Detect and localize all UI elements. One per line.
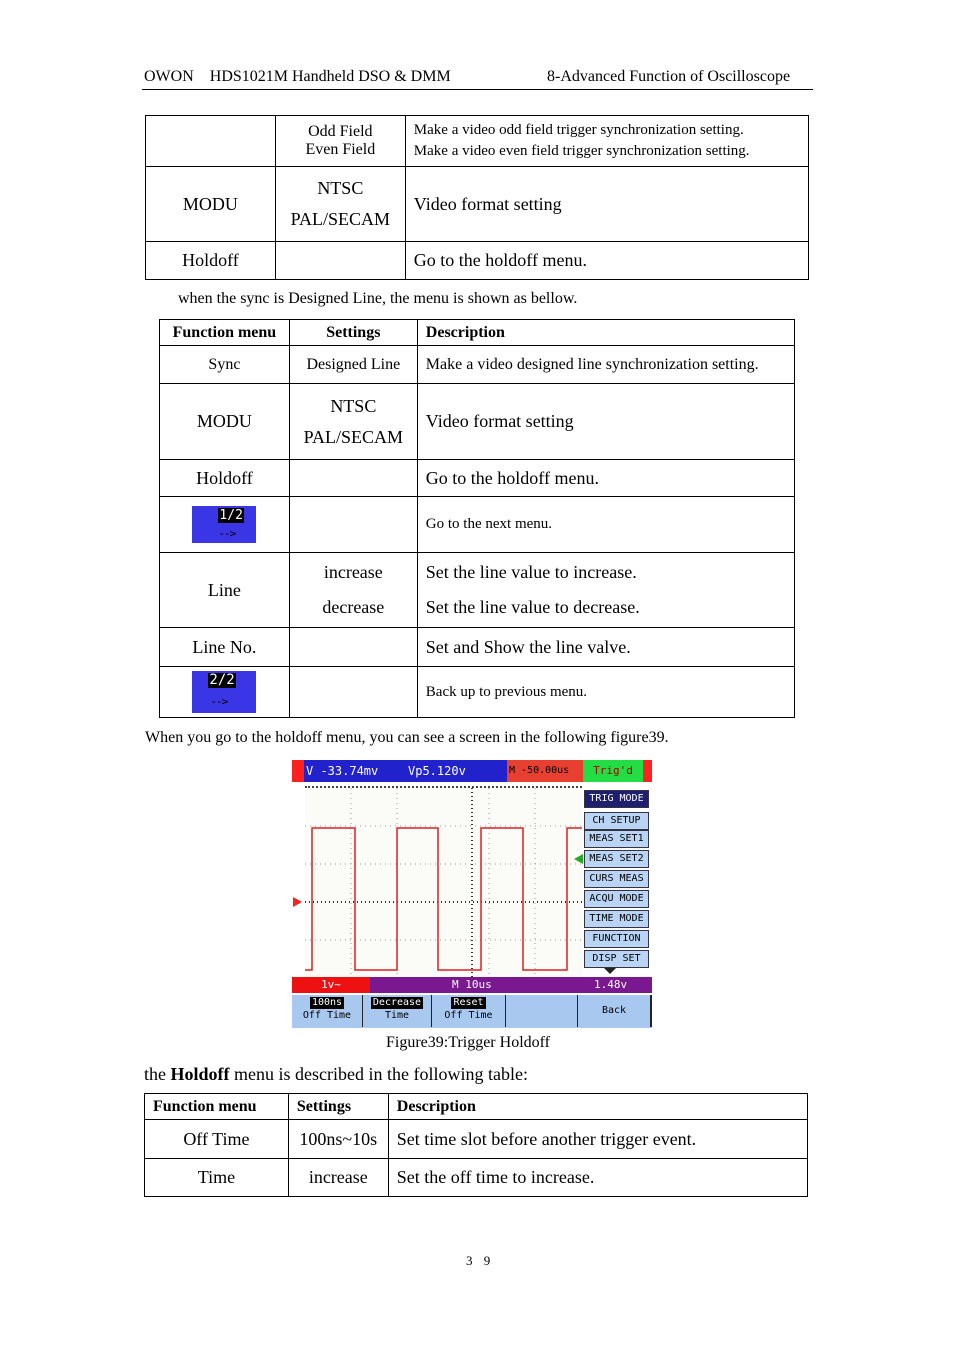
cell-func: Time	[145, 1159, 289, 1197]
scope-trig-status: Trig'd	[583, 760, 643, 782]
cell-settings: 100ns~10s	[288, 1120, 388, 1159]
next-page-button-icon	[192, 506, 256, 543]
cell-func: Holdoff	[160, 460, 290, 497]
scope-top-bar-end	[643, 760, 652, 782]
header-left: OWON HDS1021M Handheld DSO & DMM	[144, 68, 451, 85]
setting-ntsc: NTSC	[330, 395, 377, 416]
desc-increase: Set the line value to increase.	[425, 562, 637, 582]
cell-desc: Set and Show the line valve.	[417, 628, 794, 667]
scope-softkey-bar	[292, 995, 652, 1028]
menu-ch-setup[interactable]: CH SETUP	[584, 812, 649, 830]
scope-v-readout: V -33.74mv	[304, 760, 406, 782]
desc-decrease: Set the line value to decrease.	[425, 597, 640, 617]
cell-func: Line No.	[160, 628, 290, 667]
cell-func	[146, 116, 276, 167]
table-header-row	[160, 320, 795, 346]
table-row	[146, 116, 809, 167]
cell-settings	[289, 497, 417, 553]
menu-acqu-mode[interactable]: ACQU MODE	[584, 890, 649, 908]
softkey-value: Reset	[453, 997, 484, 1008]
cell-func: MODU	[160, 384, 290, 460]
scope-top-bar	[292, 760, 652, 782]
scope-m-readout: M -50.00us	[507, 760, 585, 782]
cell-settings	[289, 667, 417, 718]
cell-desc: Go to the holdoff menu.	[417, 460, 794, 497]
oscilloscope-screenshot	[292, 760, 652, 1028]
table-video-trigger	[145, 115, 809, 280]
cell-settings	[289, 553, 417, 628]
menu-meas-set2[interactable]: MEAS SET2	[584, 850, 649, 868]
softkey-decrease-time[interactable]	[363, 995, 432, 1027]
softkey-reset-off-time[interactable]	[432, 995, 506, 1027]
cell-func	[160, 497, 290, 553]
cell-func: MODU	[146, 167, 276, 242]
grid-lines	[305, 788, 582, 978]
table-row	[160, 460, 795, 497]
channel-scale: 1v~	[292, 977, 370, 993]
softkey-value: Decrease	[372, 997, 422, 1008]
timebase-readout: M 10us	[452, 978, 492, 991]
header-right: 8-Advanced Function of Oscilloscope	[547, 68, 791, 85]
cell-func	[160, 667, 290, 718]
table-row	[160, 667, 795, 718]
menu-scroll-down-icon[interactable]	[604, 968, 616, 974]
paragraph-designed-line: when the sync is Designed Line, the menu is shown as bellow.	[178, 290, 578, 307]
table-row	[160, 628, 795, 667]
menu-time-mode[interactable]: TIME MODE	[584, 910, 649, 928]
page-number: 3 9	[466, 1253, 495, 1268]
col-header-settings: Settings	[289, 320, 417, 346]
scope-waveform	[305, 788, 582, 978]
softkey-label: Back	[601, 1005, 627, 1016]
setting-decrease: decrease	[322, 597, 385, 617]
prev-page-button-icon	[192, 671, 256, 713]
figure-caption: Figure39:Trigger Holdoff	[386, 1034, 550, 1051]
setting-even-field: Even Field	[305, 141, 376, 158]
scope-waveform-grid	[305, 786, 582, 980]
menu-disp-set[interactable]: DISP SET	[584, 950, 649, 968]
cell-desc: Set time slot before another trigger event.	[388, 1120, 807, 1159]
setting-ntsc: NTSC	[317, 178, 364, 198]
cell-desc	[405, 116, 808, 167]
softkey-value: 100ns	[311, 997, 343, 1008]
menu-meas-set1[interactable]: MEAS SET1	[584, 830, 649, 848]
table-row	[145, 1159, 808, 1197]
col-header-function-menu: Function menu	[160, 320, 290, 346]
arrow-right-icon: -->	[210, 695, 228, 708]
table-row	[160, 553, 795, 628]
menu-trig-mode[interactable]: TRIG MODE	[584, 790, 649, 808]
table-header-row	[145, 1094, 808, 1120]
cell-func: Sync	[160, 346, 290, 384]
col-header-settings: Settings	[288, 1094, 388, 1120]
trigger-level-readout: 1.48v	[594, 978, 628, 991]
col-header-description: Description	[417, 320, 794, 346]
cell-func: Holdoff	[146, 242, 276, 280]
battery-icon	[292, 760, 304, 782]
setting-pal-secam: PAL/SECAM	[303, 426, 403, 447]
arrow-right-icon: -->	[218, 527, 236, 540]
setting-odd-field: Odd Field	[308, 123, 373, 140]
scope-bottom-status-bar	[292, 977, 652, 993]
para-pre: the	[144, 1064, 171, 1084]
paragraph-holdoff-intro: When you go to the holdoff menu, you can see a screen in the following figure39.	[145, 729, 669, 746]
desc-odd-field: Make a video odd field trigger synchronization setting.	[413, 122, 744, 138]
softkey-label: Time	[384, 1010, 410, 1021]
trigger-level-marker-icon	[293, 897, 302, 907]
page-indicator: 1/2	[219, 508, 243, 523]
setting-increase: increase	[323, 562, 383, 582]
table-designed-line	[159, 319, 795, 718]
cell-desc: Go to the holdoff menu.	[405, 242, 808, 280]
paragraph-holdoff-menu	[144, 1064, 528, 1085]
header-rule	[142, 89, 813, 90]
cell-settings	[289, 384, 417, 460]
channel-marker-icon	[574, 854, 583, 864]
table-row	[145, 1120, 808, 1159]
cell-settings	[275, 242, 405, 280]
softkey-label: Off Time	[302, 1010, 352, 1021]
menu-curs-meas[interactable]: CURS MEAS	[584, 870, 649, 888]
cell-desc: Video format setting	[417, 384, 794, 460]
cell-settings	[289, 628, 417, 667]
softkey-off-time[interactable]	[292, 995, 363, 1027]
cell-settings	[289, 460, 417, 497]
para-bold-holdoff: Holdoff	[170, 1064, 230, 1084]
waveform-trace	[305, 828, 582, 970]
cell-settings	[275, 167, 405, 242]
cell-settings: increase	[288, 1159, 388, 1197]
cell-desc: Video format setting	[405, 167, 808, 242]
cell-func: Off Time	[145, 1120, 289, 1159]
softkey-back[interactable]	[578, 995, 652, 1027]
cell-settings	[275, 116, 405, 167]
softkey-empty[interactable]	[506, 995, 578, 1027]
cell-func: Line	[160, 553, 290, 628]
desc-even-field: Make a video even field trigger synchronization setting.	[413, 143, 750, 159]
page-indicator: 2/2	[209, 672, 235, 688]
setting-pal-secam: PAL/SECAM	[290, 209, 390, 229]
cell-desc: Make a video designed line synchronization setting.	[417, 346, 794, 384]
menu-function[interactable]: FUNCTION	[584, 930, 649, 948]
cell-desc: Set the off time to increase.	[388, 1159, 807, 1197]
softkey-label: Off Time	[444, 1010, 493, 1021]
table-holdoff-menu	[144, 1093, 808, 1197]
table-row	[160, 497, 795, 553]
table-row	[146, 242, 809, 280]
cell-desc: Back up to previous menu.	[417, 667, 794, 718]
para-post: menu is described in the following table:	[229, 1064, 528, 1084]
table-row	[160, 384, 795, 460]
cell-desc	[417, 553, 794, 628]
col-header-function-menu: Function menu	[145, 1094, 289, 1120]
table-row	[146, 167, 809, 242]
cell-desc: Go to the next menu.	[417, 497, 794, 553]
cell-settings: Designed Line	[289, 346, 417, 384]
scope-vp-readout: Vp5.120v	[406, 760, 507, 782]
table-row	[160, 346, 795, 384]
col-header-description: Description	[388, 1094, 807, 1120]
